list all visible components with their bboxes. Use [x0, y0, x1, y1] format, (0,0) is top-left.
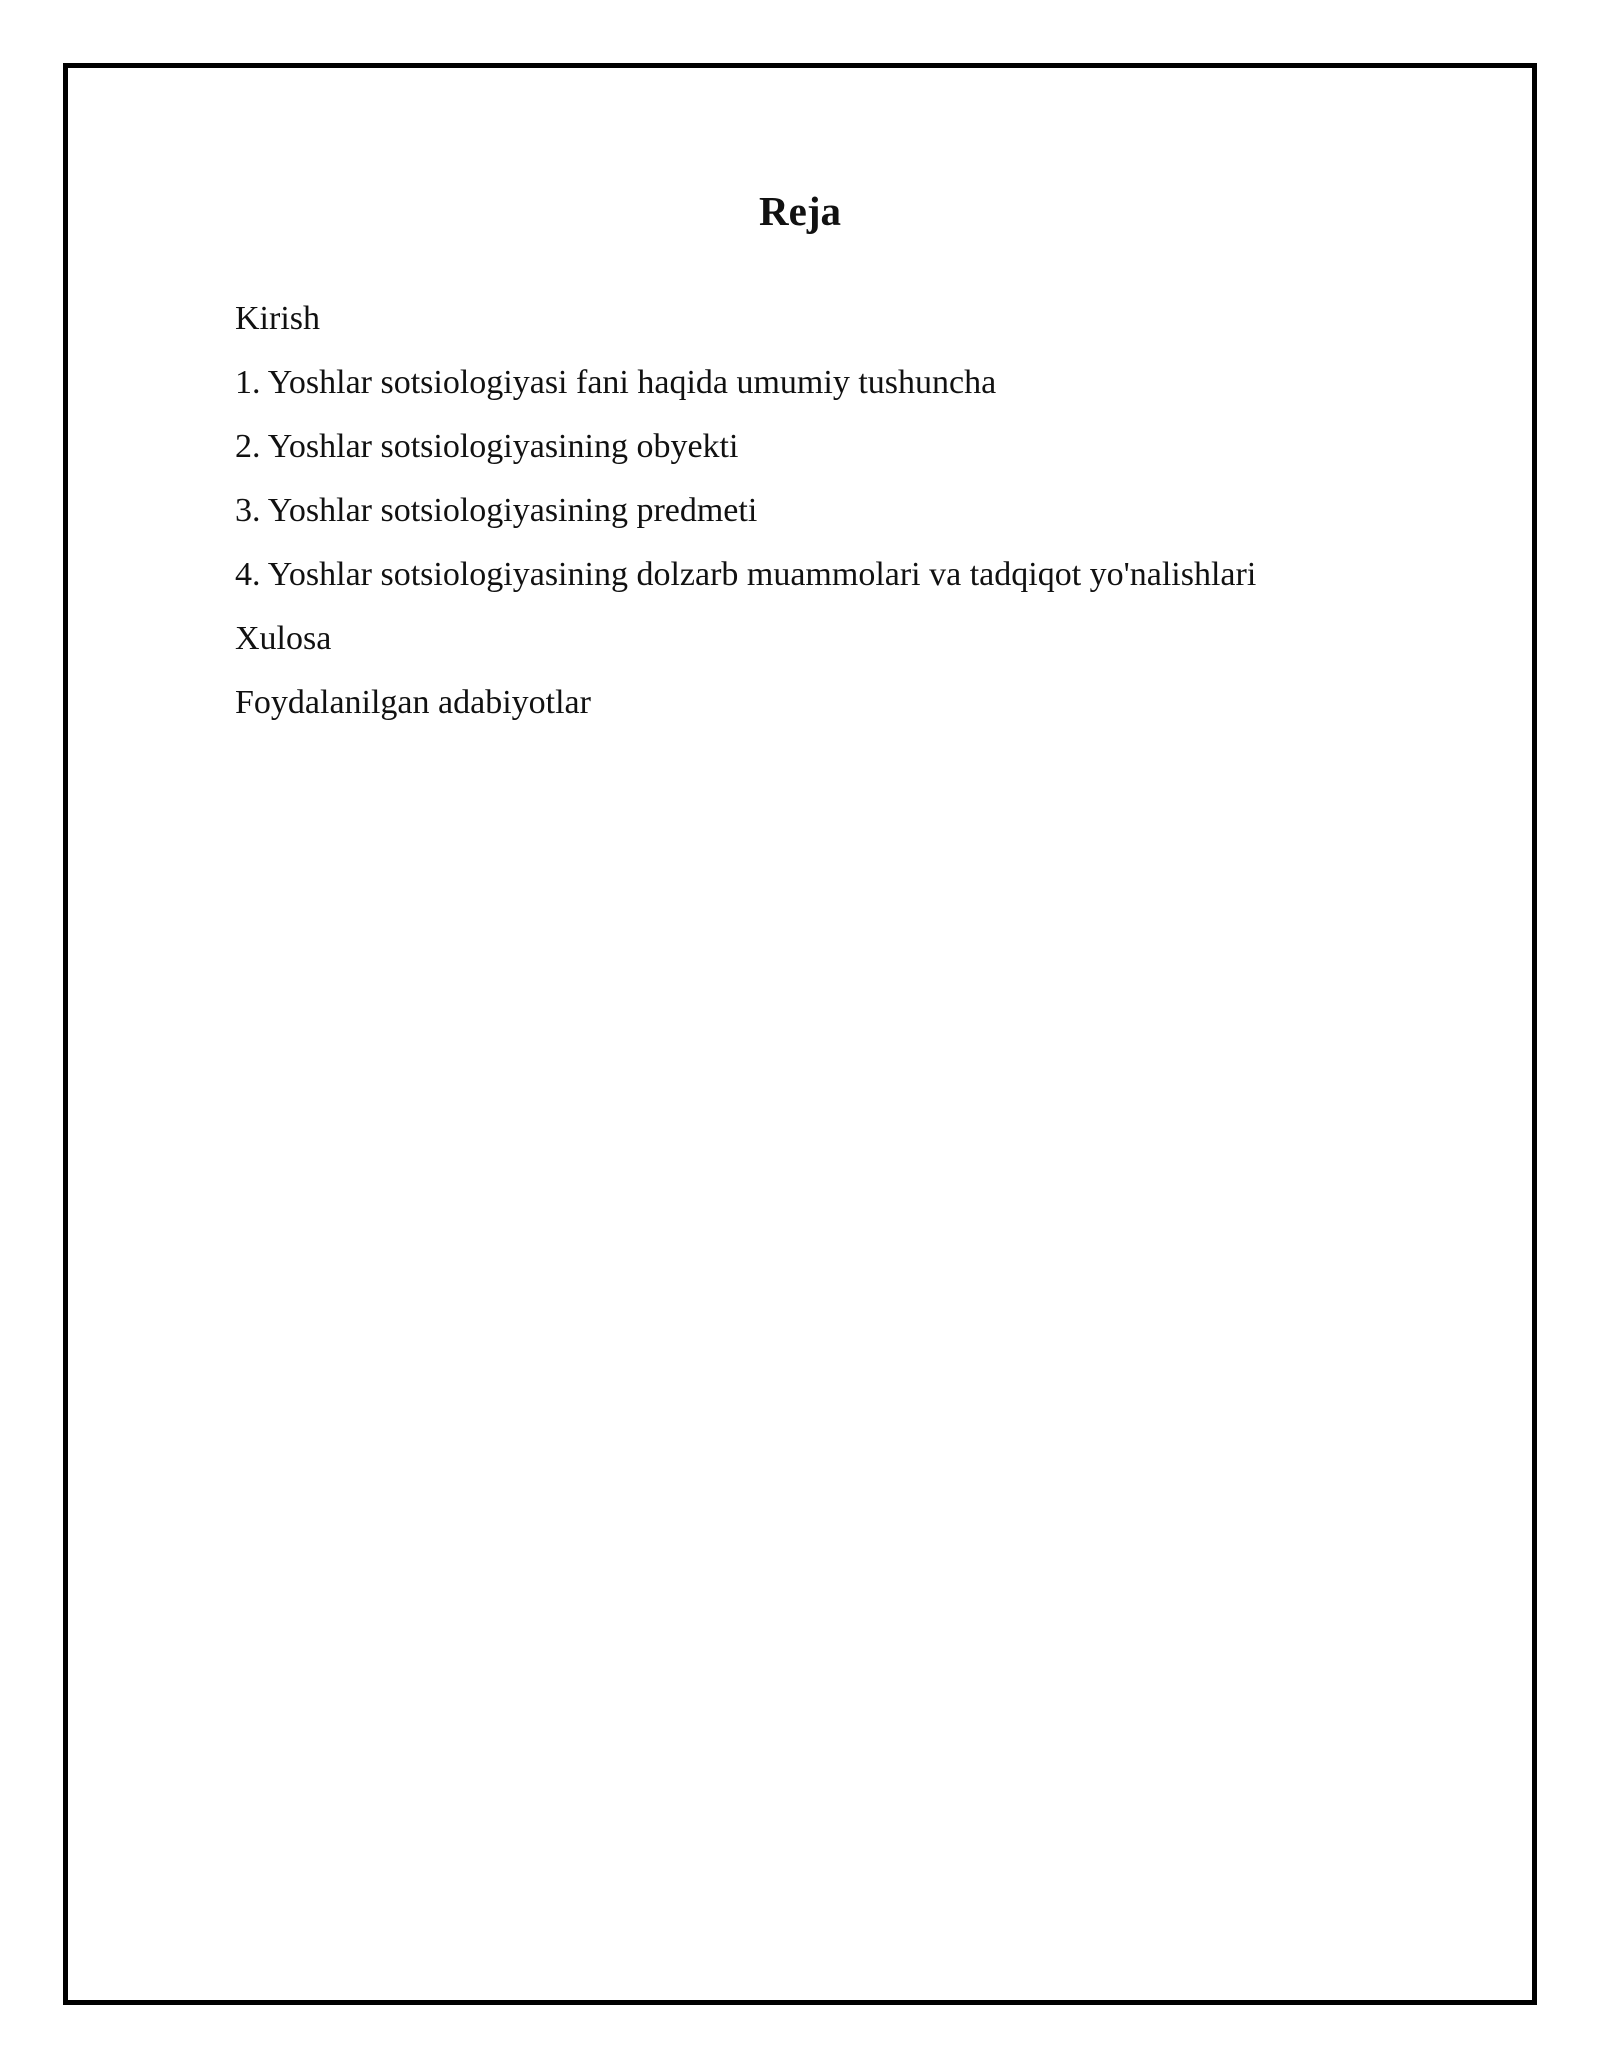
toc-item-1: 1. Yoshlar sotsiologiyasi fani haqida umumiy tushuncha	[235, 364, 997, 401]
toc-item-conclusion: Xulosa	[235, 620, 332, 657]
toc-item-2: 2. Yoshlar sotsiologiyasining obyekti	[235, 428, 739, 465]
toc-item-references: Foydalanilgan adabiyotlar	[235, 684, 591, 721]
toc-item-introduction: Kirish	[235, 300, 320, 337]
page-title: Reja	[759, 188, 841, 234]
toc-item-4: 4. Yoshlar sotsiologiyasining dolzarb muammolari va tadqiqot yo'nalishlari	[235, 556, 1257, 593]
toc-item-3: 3. Yoshlar sotsiologiyasining predmeti	[235, 492, 758, 529]
table-of-contents	[235, 287, 1256, 735]
